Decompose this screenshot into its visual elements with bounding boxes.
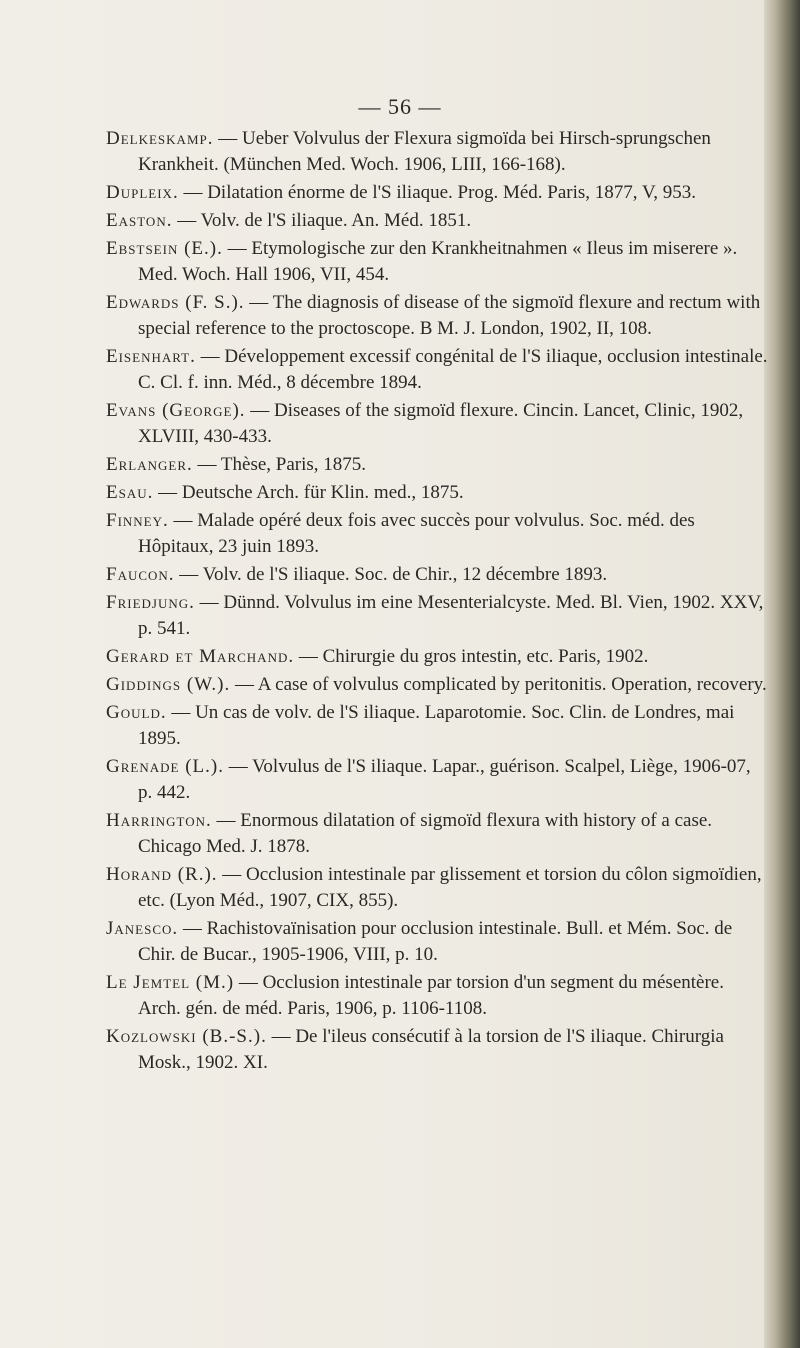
entry-text: — Malade opéré deux fois avec succès pour volvulus. Soc. méd. des Hôpitaux, 23 juin 1893. xyxy=(138,510,695,557)
entry-author: Esau. xyxy=(106,482,154,503)
entry-text: — Un cas de volv. de l'S iliaque. Laparotomie. Soc. Clin. de Londres, mai 1895. xyxy=(138,702,735,749)
entry-author: Eisenhart. xyxy=(106,346,196,367)
entry-author: Giddings (W.). xyxy=(106,674,231,695)
entry-author: Harrington. xyxy=(106,810,212,831)
entry-text: — Occlusion intestinale par glissement et torsion du côlon sigmoïdien, etc. (Lyon Méd., 1907, CIX, 855). xyxy=(138,864,762,911)
entry-text: — Chirurgie du gros intestin, etc. Paris, 1902. xyxy=(294,646,649,667)
bibliography-entry xyxy=(106,916,768,968)
bibliography-entry xyxy=(106,1024,768,1076)
entry-text: — Thèse, Paris, 1875. xyxy=(192,454,367,475)
entry-author: Ebstsein (E.). xyxy=(106,238,223,259)
entry-author: Edwards (F. S.). xyxy=(106,292,245,313)
entry-author: Janesco. xyxy=(106,918,179,939)
bibliography-list xyxy=(106,126,768,1078)
bibliography-entry xyxy=(106,672,768,698)
entry-author: Horand (R.). xyxy=(106,864,218,885)
bibliography-entry xyxy=(106,508,768,560)
bibliography-entry xyxy=(106,452,768,478)
entry-text: — De l'ileus consécutif à la torsion de l'S iliaque. Chirurgia Mosk., 1902. XI. xyxy=(138,1026,724,1073)
entry-author: Le Jemtel (M.) xyxy=(106,972,235,993)
entry-text: — Occlusion intestinale par torsion d'un segment du mésentère. Arch. gén. de méd. Paris, 1906, p. 1106-1108. xyxy=(138,972,724,1019)
bibliography-entry xyxy=(106,562,768,588)
bibliography-entry xyxy=(106,700,768,752)
entry-author: Grenade (L.). xyxy=(106,756,224,777)
entry-author: Easton. xyxy=(106,210,173,231)
entry-author: Evans (George). xyxy=(106,400,246,421)
bibliography-entry xyxy=(106,180,768,206)
bibliography-entry xyxy=(106,808,768,860)
page-number: — 56 — xyxy=(358,94,442,119)
entry-author: Finney. xyxy=(106,510,169,531)
bibliography-entry xyxy=(106,754,768,806)
bibliography-entry xyxy=(106,590,768,642)
bibliography-entry xyxy=(106,480,768,506)
bibliography-entry xyxy=(106,126,768,178)
entry-text: — Diseases of the sigmoïd flexure. Cincin. Lancet, Clinic, 1902, XLVIII, 430-433. xyxy=(138,400,744,447)
bibliography-entry xyxy=(106,344,768,396)
entry-author: Gerard et Marchand. xyxy=(106,646,295,667)
entry-text: — Dünnd. Volvulus im eine Mesenterialcyste. Med. Bl. Vien, 1902. XXV, p. 541. xyxy=(138,592,764,639)
entry-author: Kozlowski (B.-S.). xyxy=(106,1026,267,1047)
bibliography-entry xyxy=(106,644,768,670)
entry-text: — Enormous dilatation of sigmoïd flexura with history of a case. Chicago Med. J. 1878. xyxy=(138,810,713,857)
bibliography-entry xyxy=(106,970,768,1022)
page-binding-edge xyxy=(764,0,800,1348)
entry-text: — Volv. de l'S iliaque. Soc. de Chir., 12 décembre 1893. xyxy=(174,564,608,585)
entry-author: Erlanger. xyxy=(106,454,193,475)
entry-author: Friedjung. xyxy=(106,592,195,613)
entry-text: — A case of volvulus complicated by peritonitis. Operation, recovery. xyxy=(230,674,767,695)
entry-text: — Développement excessif congénital de l'S iliaque, occlusion intestinale. C. Cl. f. inn. Méd., 8 décembre 1894. xyxy=(138,346,768,393)
entry-text: — Rachistovaïnisation pour occlusion intestinale. Bull. et Mém. Soc. de Chir. de Bucar., 1905-1906, VIII, p. 10. xyxy=(138,918,733,965)
entry-author: Delkeskamp. xyxy=(106,128,214,149)
entry-text: — Ueber Volvulus der Flexura sigmoïda bei Hirsch-sprungschen Krankheit. (München Med. Woch. 1906, LIII, 166-168). xyxy=(138,128,711,175)
bibliography-entry xyxy=(106,208,768,234)
bibliography-entry xyxy=(106,236,768,288)
entry-text: — Deutsche Arch. für Klin. med., 1875. xyxy=(153,482,464,503)
bibliography-entry xyxy=(106,398,768,450)
entry-text: — Dilatation énorme de l'S iliaque. Prog. Méd. Paris, 1877, V, 953. xyxy=(178,182,696,203)
bibliography-entry xyxy=(106,290,768,342)
entry-text: — The diagnosis of disease of the sigmoïd flexure and rectum with special reference to the proctoscope. B M. J. London, 1902, II, 108. xyxy=(138,292,761,339)
entry-text: — Volvulus de l'S iliaque. Lapar., guérison. Scalpel, Liège, 1906-07, p. 442. xyxy=(138,756,751,803)
entry-author: Faucon. xyxy=(106,564,175,585)
entry-text: — Etymologische zur den Krankheitnahmen « Ileus im miserere ». Med. Woch. Hall 1906, VII, 454. xyxy=(138,238,738,285)
entry-author: Dupleix. xyxy=(106,182,179,203)
entry-author: Gould. xyxy=(106,702,167,723)
entry-text: — Volv. de l'S iliaque. An. Méd. 1851. xyxy=(172,210,472,231)
bibliography-entry xyxy=(106,862,768,914)
